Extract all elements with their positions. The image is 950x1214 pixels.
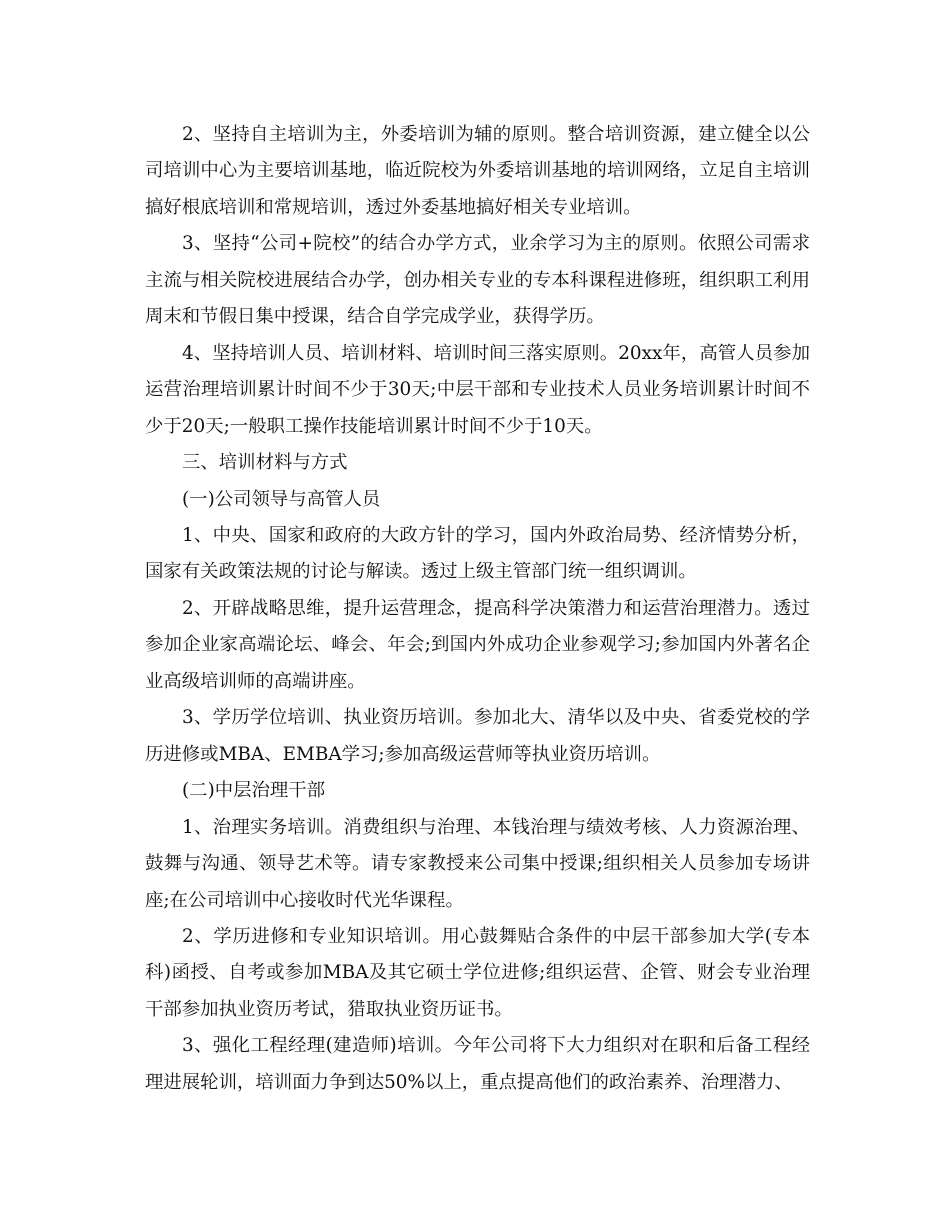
section-heading-training-content: 三、培训材料与方式 xyxy=(182,452,348,474)
paragraph-leaders-3: 3、学历学位培训、执业资历培训。参加北大、清华以及中央、省委党校的学历进修或MBA、EMBA学习;参加高级运营师等执业资历培训。 xyxy=(145,707,810,765)
paragraph-middle-2: 2、学历进修和专业知识培训。用心鼓舞贴合条件的中层干部参加大学(专本科)函授、自考或参加MBA及其它硕士学位进修;组织运营、企管、财会专业治理干部参加执业资历考试，猎取执业资历证书。 xyxy=(145,925,810,1020)
paragraph-principle-4: 4、坚持培训人员、培训材料、培训时间三落实原则。20xx年，高管人员参加运营治理培训累计时间不少于30天;中层干部和专业技术人员业务培训累计时间不少于20天;一般职工操作技能培训累计时间不少于10天。 xyxy=(145,342,810,437)
paragraph-middle-1: 1、治理实务培训。消费组织与治理、本钱治理与绩效考核、人力资源治理、鼓舞与沟通、领导艺术等。请专家教授来公司集中授课;组织相关人员参加专场讲座;在公司培训中心接收时代光华课程。 xyxy=(145,816,810,911)
paragraph-leaders-1: 1、中央、国家和政府的大政方针的学习，国内外政治局势、经济情势分析，国家有关政策法规的讨论与解读。透过上级主管部门统一组织调训。 xyxy=(145,524,810,583)
document-body xyxy=(145,117,810,1101)
paragraph-principle-3: 3、坚持“公司+院校”的结合办学方式，业余学习为主的原则。依照公司需求主流与相关院校进展结合办学，创办相关专业的专本科课程进修班，组织职工利用周末和节假日集中授课，结合自学完成学业，获得学历。 xyxy=(145,233,810,328)
paragraph-principle-2: 2、坚持自主培训为主，外委培训为辅的原则。整合培训资源，建立健全以公司培训中心为主要培训基地，临近院校为外委培训基地的培训网络，立足自主培训搞好根底培训和常规培训，透过外委基地搞好相关专业培训。 xyxy=(145,124,810,218)
paragraph-leaders-2: 2、开辟战略思维，提升运营理念，提高科学决策潜力和运营治理潜力。透过参加企业家高端论坛、峰会、年会;到国内外成功企业参观学习;参加国内外著名企业高级培训师的高端讲座。 xyxy=(145,597,810,692)
subheading-middle-management: (二)中层治理干部 xyxy=(182,780,326,802)
subheading-leaders: (一)公司领导与高管人员 xyxy=(182,488,381,510)
paragraph-middle-3: 3、强化工程经理(建造师)培训。今年公司将下大力组织对在职和后备工程经理进展轮训，培训面力争到达50%以上，重点提高他们的政治素养、治理潜力、 xyxy=(145,1035,810,1093)
